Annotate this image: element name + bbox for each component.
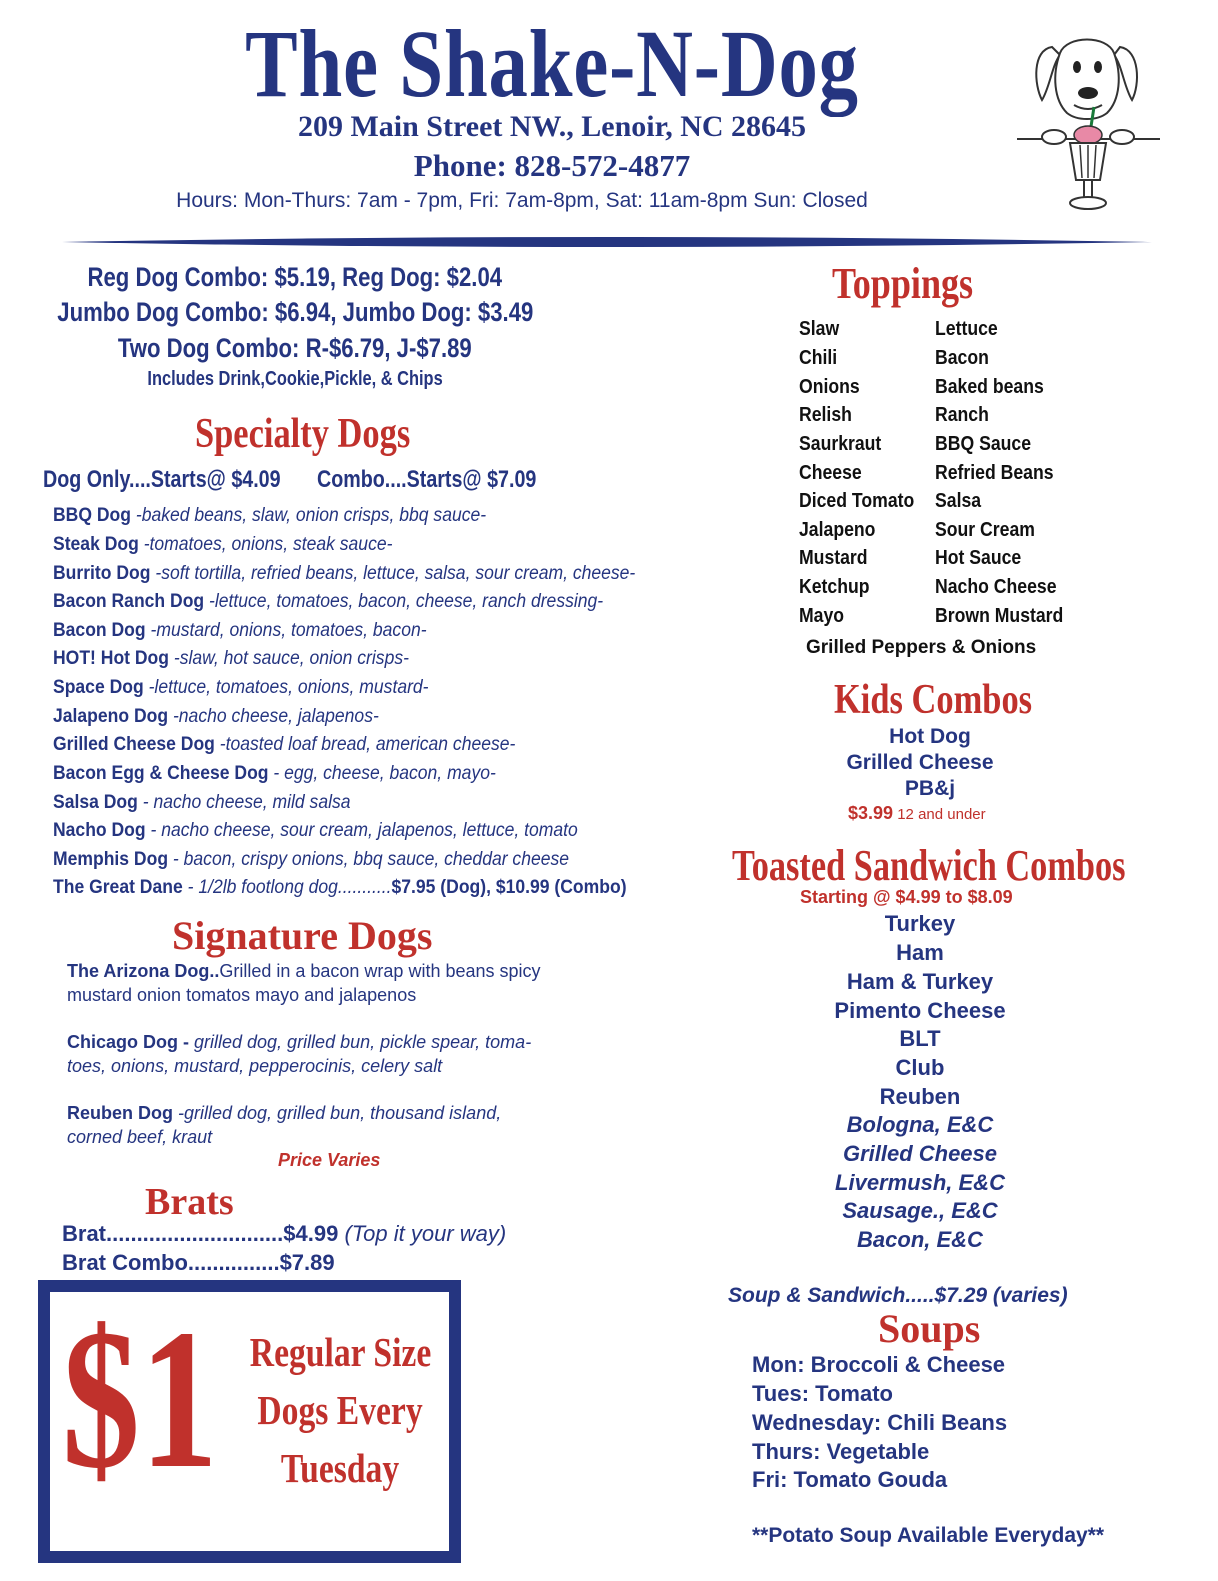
topping-item: Hot Sauce: [935, 546, 1022, 569]
menu-item: Bacon Ranch Dog -lettuce, tomatoes, bacon, cheese, ranch dressing-: [53, 590, 604, 612]
potato-soup-note: **Potato Soup Available Everyday**: [752, 1524, 1105, 1547]
promo-line: Tuesday: [280, 1445, 400, 1491]
menu-item: Nacho Dog - nacho cheese, sour cream, jalapenos, lettuce, tomato: [53, 819, 578, 841]
jumbo-dog-combo-line: Jumbo Dog Combo: $6.94, Jumbo Dog: $3.49: [56, 297, 534, 327]
topping-item: Ketchup: [799, 575, 870, 598]
topping-item: Brown Mustard: [935, 604, 1064, 627]
sandwich-item: Reuben: [879, 1084, 961, 1109]
sandwich-item: BLT: [899, 1026, 941, 1051]
topping-item: Mayo: [799, 604, 845, 627]
menu-item: Memphis Dog - bacon, crispy onions, bbq sauce, cheddar cheese: [53, 848, 570, 870]
dog-only-price: Dog Only....Starts@ $4.09: [43, 466, 281, 493]
topping-item: Bacon: [935, 346, 989, 369]
promo-line: Dogs Every: [257, 1387, 423, 1433]
topping-extra: Grilled Peppers & Onions: [806, 637, 1037, 658]
soup-day-item: Tues: Tomato: [752, 1381, 893, 1406]
topping-item: Chili: [799, 346, 838, 369]
topping-item: Cheese: [799, 461, 862, 484]
topping-item: Mustard: [799, 546, 868, 569]
restaurant-title: The Shake-N-Dog: [245, 10, 859, 117]
chicago-dog-item: Chicago Dog - grilled dog, grilled bun, pickle spear, toma-: [67, 1032, 532, 1052]
kids-item: Hot Dog: [889, 725, 971, 748]
soup-day-item: Mon: Broccoli & Cheese: [752, 1352, 1006, 1377]
specialty-dogs-title: Specialty Dogs: [195, 411, 411, 457]
menu-item: Grilled Cheese Dog -toasted loaf bread, american cheese-: [53, 733, 516, 755]
topping-item: Onions: [799, 375, 860, 398]
reuben-dog-item: Reuben Dog -grilled dog, grilled bun, thousand island,: [67, 1103, 502, 1123]
topping-item: Slaw: [799, 317, 840, 340]
topping-item: Ranch: [935, 403, 989, 426]
two-dog-combo-line: Two Dog Combo: R-$6.79, J-$7.89: [118, 333, 472, 363]
menu-item: Salsa Dog - nacho cheese, mild salsa: [53, 791, 351, 813]
soup-sandwich-price: Soup & Sandwich.....$7.29 (varies): [728, 1284, 1068, 1307]
topping-item: Diced Tomato: [799, 489, 915, 512]
sandwich-item: Grilled Cheese: [842, 1141, 998, 1166]
sandwich-item: Livermush, E&C: [835, 1170, 1005, 1195]
menu-item: Burrito Dog -soft tortilla, refried beans, lettuce, salsa, sour cream, cheese-: [53, 562, 636, 584]
sandwich-item: Pimento Cheese: [834, 998, 1006, 1023]
menu-item: HOT! Hot Dog -slaw, hot sauce, onion crisps-: [53, 647, 409, 669]
topping-item: Baked beans: [935, 375, 1044, 398]
reg-dog-combo-line: Reg Dog Combo: $5.19, Reg Dog: $2.04: [87, 262, 503, 292]
menu-item: Bacon Dog -mustard, onions, tomatoes, bacon-: [53, 619, 427, 641]
signature-dogs-title: Signature Dogs: [172, 913, 433, 958]
sandwich-item: Sausage., E&C: [842, 1198, 998, 1223]
topping-item: Sour Cream: [935, 518, 1035, 541]
menu-item: BBQ Dog -baked beans, slaw, onion crisps, bbq sauce-: [53, 504, 487, 526]
opening-hours: Hours: Mon-Thurs: 7am - 7pm, Fri: 7am-8pm, Sat: 11am-8pm Sun: Closed: [176, 189, 868, 212]
combo-price: Combo....Starts@ $7.09: [317, 466, 537, 493]
menu-item: The Great Dane - 1/2lb footlong dog...........$7.95 (Dog), $10.99 (Combo): [53, 876, 627, 898]
price-varies-note: Price Varies: [278, 1150, 381, 1170]
sandwich-item: Club: [895, 1055, 945, 1080]
soup-day-item: Thurs: Vegetable: [752, 1439, 930, 1464]
restaurant-phone: Phone: 828-572-4877: [413, 148, 691, 183]
menu-item: Steak Dog -tomatoes, onions, steak sauce-: [53, 533, 393, 555]
menu-item: Bacon Egg & Cheese Dog - egg, cheese, bacon, mayo-: [53, 762, 496, 784]
brats-title: Brats: [145, 1181, 234, 1223]
promo-amount: $1: [62, 1289, 218, 1510]
sandwich-item: Ham & Turkey: [846, 969, 994, 994]
sandwich-item: Ham: [896, 940, 944, 965]
soups-title: Soups: [878, 1306, 981, 1351]
toasted-sandwich-title: Toasted Sandwich Combos: [732, 841, 1126, 890]
sandwich-item: Turkey: [884, 911, 956, 936]
kids-price: $3.99 12 and under: [848, 803, 986, 823]
topping-item: Saurkraut: [799, 432, 882, 455]
restaurant-address: 209 Main Street NW., Lenoir, NC 28645: [297, 110, 807, 143]
arizona-dog-item: The Arizona Dog..Grilled in a bacon wrap with beans spicy: [67, 961, 541, 981]
topping-item: Jalapeno: [799, 518, 876, 541]
topping-item: BBQ Sauce: [935, 432, 1032, 455]
sandwich-item: Bacon, E&C: [857, 1227, 983, 1252]
topping-item: Lettuce: [935, 317, 998, 340]
sandwich-item: Bologna, E&C: [846, 1112, 994, 1137]
menu-item: Jalapeno Dog -nacho cheese, jalapenos-: [53, 705, 379, 727]
kids-item: PB&j: [904, 777, 956, 800]
brat-combo-item: Brat Combo...............$7.89: [62, 1250, 335, 1275]
kids-combos-title: Kids Combos: [834, 677, 1033, 723]
promo-line: Regular Size: [249, 1329, 432, 1375]
sandwich-price-range: Starting @ $4.99 to $8.09: [800, 887, 1013, 907]
menu-item: Space Dog -lettuce, tomatoes, onions, mustard-: [53, 676, 429, 698]
reuben-dog-desc: corned beef, kraut: [67, 1127, 213, 1147]
toppings-title: Toppings: [832, 259, 974, 308]
combo-includes-note: Includes Drink,Cookie,Pickle, & Chips: [147, 368, 443, 390]
soup-day-item: Wednesday: Chili Beans: [752, 1410, 1008, 1435]
topping-item: Relish: [799, 403, 852, 426]
topping-item: Nacho Cheese: [935, 575, 1057, 598]
soup-day-item: Fri: Tomato Gouda: [752, 1467, 948, 1492]
topping-item: Refried Beans: [935, 461, 1054, 484]
topping-item: Salsa: [935, 489, 982, 512]
header-divider: [62, 236, 1152, 248]
arizona-dog-desc: mustard onion tomatos mayo and jalapenos: [67, 985, 417, 1005]
chicago-dog-desc: toes, onions, mustard, pepperocinis, celery salt: [67, 1056, 443, 1076]
brat-item: Brat.............................$4.99 (Top it your way): [62, 1221, 507, 1246]
kids-item: Grilled Cheese: [846, 751, 994, 774]
dog-with-milkshake-icon: [1012, 25, 1162, 215]
